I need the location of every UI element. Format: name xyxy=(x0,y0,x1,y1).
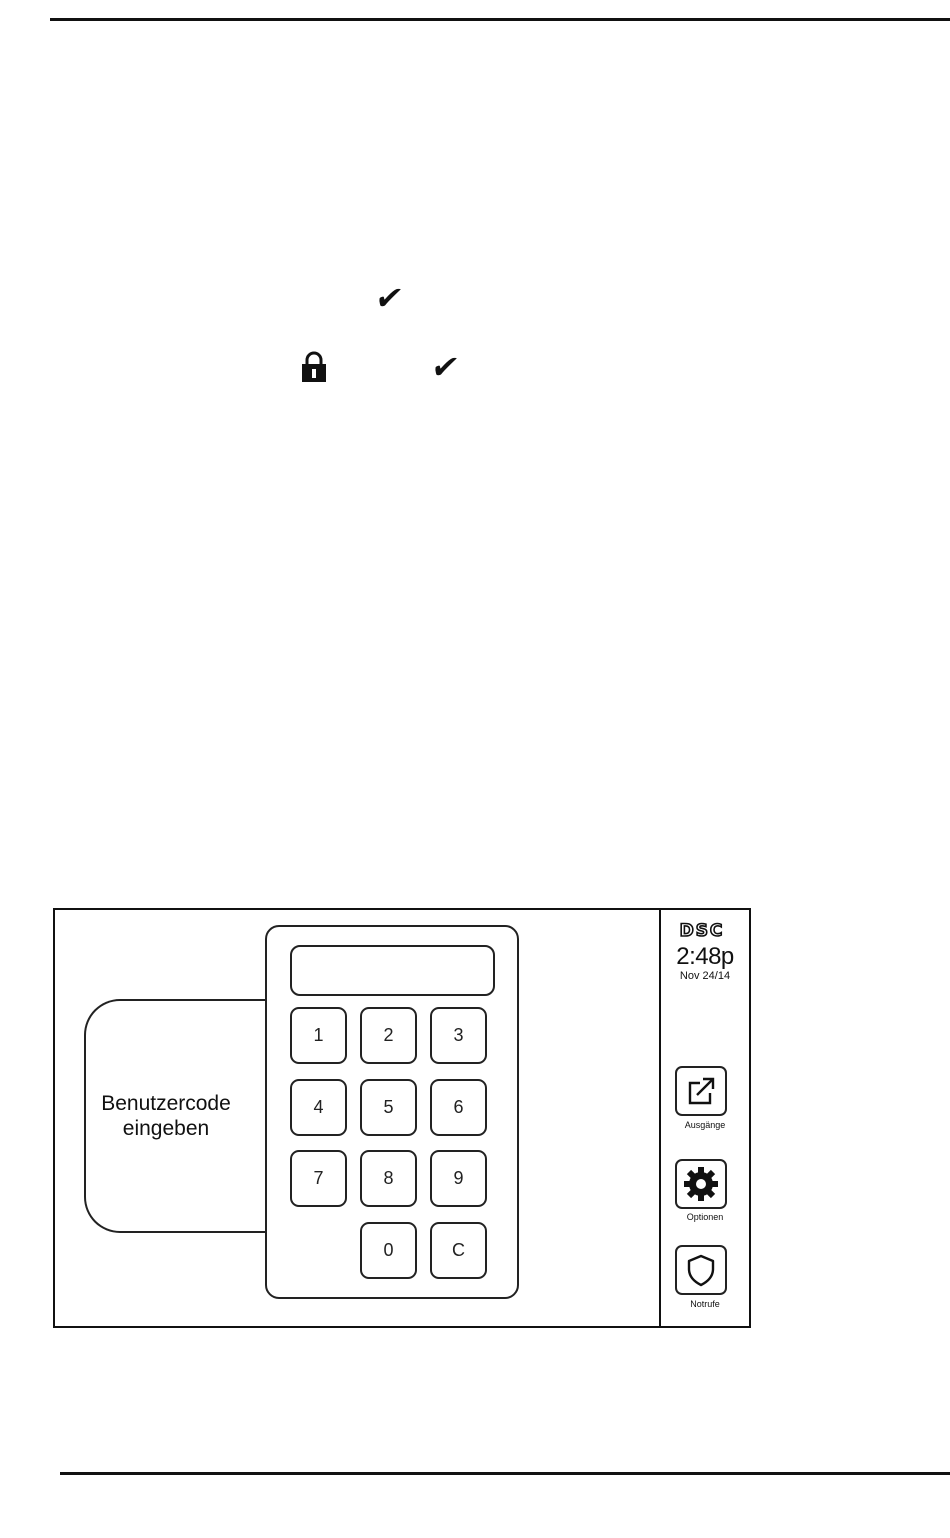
key-2[interactable]: 2 xyxy=(360,1007,417,1064)
gear-icon xyxy=(682,1165,720,1203)
checkmark-icon: ✔ xyxy=(372,279,407,317)
lock-icon xyxy=(300,351,328,383)
dsc-logo xyxy=(671,921,733,939)
key-5[interactable]: 5 xyxy=(360,1079,417,1136)
key-9[interactable]: 9 xyxy=(430,1150,487,1207)
key-4[interactable]: 4 xyxy=(290,1079,347,1136)
key-8[interactable]: 8 xyxy=(360,1150,417,1207)
code-display xyxy=(290,945,495,996)
keypad-screen xyxy=(53,908,751,1328)
key-7[interactable]: 7 xyxy=(290,1150,347,1207)
emergency-button[interactable] xyxy=(675,1245,727,1295)
top-rule xyxy=(50,18,950,21)
outputs-button[interactable] xyxy=(675,1066,727,1116)
options-button[interactable] xyxy=(675,1159,727,1209)
keypad xyxy=(265,925,519,1299)
clock-date: Nov 24/14 xyxy=(679,970,731,982)
options-label: Optionen xyxy=(686,1212,724,1222)
shield-icon xyxy=(683,1252,719,1288)
key-6[interactable]: 6 xyxy=(430,1079,487,1136)
prompt-panel xyxy=(84,999,294,1233)
bottom-rule xyxy=(60,1472,950,1475)
key-0[interactable]: 0 xyxy=(360,1222,417,1279)
outputs-label: Ausgänge xyxy=(684,1120,726,1130)
key-1[interactable]: 1 xyxy=(290,1007,347,1064)
emergency-label: Notrufe xyxy=(690,1299,720,1309)
svg-text:DSC: DSC xyxy=(679,921,725,939)
prompt-text: Benutzercode eingeben xyxy=(101,1092,231,1140)
clock-time: 2:48p xyxy=(676,943,734,970)
key-clear[interactable]: C xyxy=(430,1222,487,1279)
key-3[interactable]: 3 xyxy=(430,1007,487,1064)
outputs-icon xyxy=(682,1073,720,1109)
checkmark-icon: ✔ xyxy=(428,348,463,386)
